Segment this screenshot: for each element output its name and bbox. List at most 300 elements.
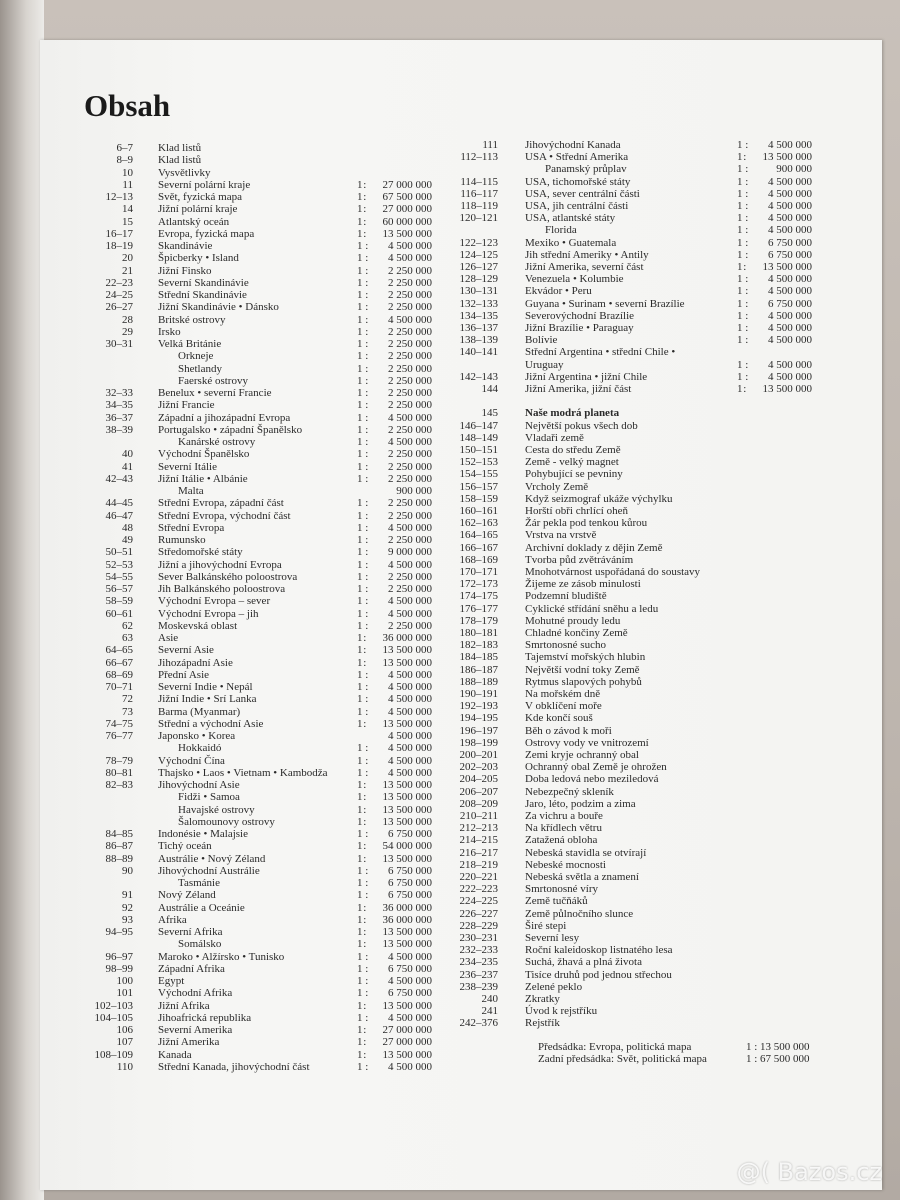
scale-prefix: 1 : xyxy=(357,423,369,436)
map-scale xyxy=(737,224,812,236)
map-scale xyxy=(357,681,432,693)
page-number: 91 xyxy=(122,889,133,902)
scale-prefix: 1 : xyxy=(357,521,369,534)
entry-title: Severní Itálie xyxy=(158,460,217,473)
map-scale xyxy=(357,987,432,999)
page-number: 49 xyxy=(122,534,133,546)
entry-title: Somálsko xyxy=(178,938,222,951)
page-number: 88–89 xyxy=(105,852,133,865)
page-number: 14 xyxy=(122,203,133,216)
scale-prefix: 1 : xyxy=(357,742,369,755)
page-number: 198–199 xyxy=(459,736,498,749)
page-number: 234–235 xyxy=(459,956,498,969)
endpaper-scale: 1 : 67 500 000 xyxy=(746,1053,810,1065)
map-scale xyxy=(357,216,432,228)
entry-title: Severní Afrika xyxy=(158,926,223,938)
scale-value: 4 500 000 xyxy=(388,411,432,424)
map-scale xyxy=(357,914,432,926)
entry-title: Severní polární kraje xyxy=(158,178,251,191)
map-scale xyxy=(357,485,432,497)
map-scale xyxy=(357,938,432,950)
scale-value: 4 500 000 xyxy=(388,313,432,326)
scale-value: 36 000 000 xyxy=(382,632,432,644)
entry-title: Cesta do středu Země xyxy=(525,444,621,456)
entry-title: Japonsko • Korea xyxy=(158,730,236,742)
scale-value: 27 000 000 xyxy=(382,178,432,191)
map-scale xyxy=(737,176,812,188)
page-number: 192–193 xyxy=(459,700,498,713)
entry-title: Svět, fyzická mapa xyxy=(158,191,242,203)
scale-value: 2 250 000 xyxy=(388,448,432,461)
page-number: 15 xyxy=(122,215,133,228)
scale-prefix: 1 : xyxy=(357,240,369,252)
entry-title: Západní Afrika xyxy=(158,962,225,975)
page-number: 108–109 xyxy=(94,1048,133,1061)
scale-prefix: 1 : xyxy=(357,1036,366,1049)
scale-prefix: 1 : xyxy=(357,693,369,706)
scale-value: 13 500 000 xyxy=(762,383,812,395)
scale-prefix: 1 : xyxy=(357,570,369,583)
entry-title: Velká Británie xyxy=(158,338,222,350)
scale-prefix: 1 : xyxy=(357,289,369,301)
map-scale xyxy=(357,571,432,583)
scale-value: 4 500 000 xyxy=(388,595,432,608)
scale-prefix: 1 : xyxy=(357,558,369,571)
scale-value: 4 500 000 xyxy=(388,521,432,534)
scale-value: 4 500 000 xyxy=(388,730,432,742)
scale-prefix: 1 : xyxy=(357,877,369,889)
page-number: 226–227 xyxy=(459,907,498,920)
map-scale xyxy=(357,926,432,938)
map-scale xyxy=(357,975,432,987)
scale-prefix: 1 : xyxy=(357,595,369,608)
entry-title: Země tučňáků xyxy=(525,895,588,908)
map-scale xyxy=(357,314,432,326)
entry-title: Cyklické střídání sněhu a ledu xyxy=(525,602,659,615)
entry-title: Střední Evropa xyxy=(158,521,225,534)
entry-title: Severní Skandinávie xyxy=(158,276,249,289)
page-number: 224–225 xyxy=(459,895,498,908)
page-number: 80–81 xyxy=(105,766,133,779)
scale-prefix: 1 : xyxy=(357,901,366,914)
entry-title: Nový Zéland xyxy=(158,889,216,902)
page-number: 186–187 xyxy=(459,663,498,676)
scale-prefix: 1 : xyxy=(357,656,366,669)
page-number: 18–19 xyxy=(105,240,133,252)
page-number: 228–229 xyxy=(459,919,498,932)
page-number: 176–177 xyxy=(459,602,498,615)
scale-prefix: 1 : xyxy=(357,840,366,853)
entry-title: Tajemství mořských hlubin xyxy=(525,651,646,664)
scale-prefix: 1 : xyxy=(357,1048,366,1061)
map-scale xyxy=(357,399,432,411)
entry-title: Jižní Itálie • Albánie xyxy=(158,472,248,485)
scale-value: 2 250 000 xyxy=(388,570,432,583)
scale-value: 900 000 xyxy=(776,163,812,176)
scale-value: 4 500 000 xyxy=(388,607,432,620)
page-number: 24–25 xyxy=(105,289,133,301)
scale-prefix: 1 : xyxy=(357,1060,369,1073)
endpaper-label: Zadní předsádka: xyxy=(538,1053,615,1065)
page-number: 41 xyxy=(122,460,133,473)
entry-title: Jižní Finsko xyxy=(158,264,212,277)
entry-title: Severní Amerika xyxy=(158,1024,233,1036)
entry-title: Nebezpečný skleník xyxy=(525,785,614,798)
scale-value: 6 750 000 xyxy=(388,962,432,975)
scale-prefix: 1 : xyxy=(357,350,369,363)
scale-prefix: 1 : xyxy=(357,215,366,228)
page-number: 92 xyxy=(122,901,133,914)
scale-value: 2 250 000 xyxy=(388,460,432,473)
map-scale xyxy=(737,310,812,322)
map-scale xyxy=(357,363,432,375)
map-scale xyxy=(737,322,812,334)
map-scale xyxy=(357,877,432,889)
scale-value: 13 500 000 xyxy=(762,261,812,273)
entry-title: Faerské ostrovy xyxy=(178,374,248,387)
page-number: 46–47 xyxy=(105,509,133,522)
entry-title: Indonésie • Malajsie xyxy=(158,828,248,840)
entry-title: Rejstřík xyxy=(525,1017,560,1030)
entry-title: Skandinávie xyxy=(158,240,213,252)
page-number: 172–173 xyxy=(459,578,498,591)
entry-title: Ochranný obal Země je ohrožen xyxy=(525,761,667,774)
page-number: 40 xyxy=(122,448,133,461)
entry-title: Roční kaleidoskop listnatého lesa xyxy=(525,944,673,957)
scale-prefix: 1 : xyxy=(357,987,369,1000)
page-number: 16–17 xyxy=(105,227,133,240)
entry-title: V obklíčení moře xyxy=(525,700,602,713)
page-number: 68–69 xyxy=(105,668,133,681)
scale-prefix: 1 : xyxy=(737,297,749,310)
entry-title: USA • Střední Amerika xyxy=(525,151,629,164)
map-scale xyxy=(357,963,432,975)
scale-prefix: 1 : xyxy=(357,864,369,877)
map-scale xyxy=(357,252,432,264)
map-scale xyxy=(357,473,432,485)
scale-value: 4 500 000 xyxy=(768,370,812,383)
scale-value: 2 250 000 xyxy=(388,534,432,546)
endpaper-back xyxy=(538,1053,810,1065)
scale-prefix: 1 : xyxy=(357,1011,369,1024)
scale-value: 13 500 000 xyxy=(382,791,432,804)
page-number: 73 xyxy=(122,705,133,718)
map-scale xyxy=(357,559,432,571)
scale-value: 4 500 000 xyxy=(768,224,812,237)
scale-value: 2 250 000 xyxy=(388,264,432,277)
scale-prefix: 1 : xyxy=(357,191,366,203)
page-number: 146–147 xyxy=(459,419,498,432)
map-scale xyxy=(357,277,432,289)
scale-prefix: 1 : xyxy=(357,766,369,779)
entry-title: Malta xyxy=(178,485,204,497)
scale-prefix: 1 : xyxy=(357,668,369,681)
page-number: 132–133 xyxy=(459,297,498,310)
scale-value: 13 500 000 xyxy=(382,926,432,938)
scale-prefix: 1 : xyxy=(357,926,366,938)
page-number: 96–97 xyxy=(105,950,133,963)
map-scale xyxy=(357,228,432,240)
page-number: 64–65 xyxy=(105,644,133,657)
scale-prefix: 1 : xyxy=(737,224,749,237)
entry-title: Nebeská stavidla se otvírají xyxy=(525,846,647,859)
scale-prefix: 1 : xyxy=(357,436,369,448)
scale-value: 13 500 000 xyxy=(382,938,432,951)
entry-title: Mohutné proudy ledu xyxy=(525,614,621,627)
entry-title: Ostrovy vody ve vnitrozemí xyxy=(525,736,649,749)
page-number: 148–149 xyxy=(459,431,498,444)
endpaper-title: Evropa, politická mapa xyxy=(589,1041,692,1053)
entry-title: Orkneje xyxy=(178,350,214,363)
scale-prefix: 1 : xyxy=(357,754,369,767)
entry-title: Vrcholy Země xyxy=(525,480,589,493)
page-number: 36–37 xyxy=(105,411,133,424)
scale-prefix: 1 : xyxy=(737,163,749,176)
entry-title: Zatažená obloha xyxy=(525,834,598,847)
scale-value: 6 750 000 xyxy=(388,877,432,889)
entry-title: Kanada xyxy=(158,1048,192,1061)
page-number: 145 xyxy=(481,407,498,420)
scale-value: 13 500 000 xyxy=(382,1048,432,1061)
entry-title: Vladaři země xyxy=(525,431,584,444)
map-scale xyxy=(357,608,432,620)
page-number: 152–153 xyxy=(459,456,498,469)
map-scale xyxy=(357,718,432,730)
entry-title: Bolívie xyxy=(525,334,558,347)
page-number: 154–155 xyxy=(459,468,498,481)
entry-title: Střední a východní Asie xyxy=(158,717,264,730)
endpaper-scale: 1 : 13 500 000 xyxy=(746,1041,810,1053)
map-scale xyxy=(357,779,432,791)
scale-value: 2 250 000 xyxy=(388,387,432,399)
entry-title: Jižní Amerika, severní část xyxy=(525,261,644,273)
map-scale xyxy=(357,326,432,338)
scale-value: 27 000 000 xyxy=(382,1024,432,1036)
page-number: 232–233 xyxy=(459,944,498,957)
entry-title: Východní Španělsko xyxy=(158,448,250,461)
scale-prefix: 1 : xyxy=(357,717,366,730)
map-scale xyxy=(737,237,812,249)
scale-value: 4 500 000 xyxy=(768,175,812,188)
entry-title: Mexiko • Guatemala xyxy=(525,236,617,249)
page-number: 82–83 xyxy=(105,779,133,791)
entry-title: Žár pekla pod tenkou kůrou xyxy=(525,517,648,530)
scale-value: 67 500 000 xyxy=(382,191,432,203)
page-number: 11 xyxy=(122,178,133,191)
page-number: 134–135 xyxy=(459,309,498,322)
entry-title: Jižní Amerika xyxy=(158,1036,220,1049)
page-number: 126–127 xyxy=(459,261,498,273)
scale-prefix: 1 : xyxy=(357,534,369,546)
entry-title: Austrálie a Oceánie xyxy=(158,901,245,914)
scale-prefix: 1 : xyxy=(357,583,369,595)
map-scale xyxy=(737,212,812,224)
page-number: 160–161 xyxy=(459,505,498,517)
scale-prefix: 1 : xyxy=(357,387,369,399)
scale-prefix: 1 : xyxy=(357,644,366,657)
page-number: 240 xyxy=(481,993,498,1005)
scale-prefix: 1 : xyxy=(357,276,369,289)
page-number: 72 xyxy=(122,693,133,706)
scale-prefix: 1 : xyxy=(737,273,749,286)
entry-title: Tisíce druhů pod jednou střechou xyxy=(525,968,672,981)
entry-title: Uruguay xyxy=(525,358,564,371)
page-number: 76–77 xyxy=(105,730,133,742)
page-number: 222–223 xyxy=(459,883,498,896)
scale-prefix: 1 : xyxy=(357,999,366,1012)
page-number: 100 xyxy=(116,975,133,987)
page-number: 208–209 xyxy=(459,797,498,810)
entry-title: Barma (Myanmar) xyxy=(158,705,241,718)
endpaper-title: Svět, politická mapa xyxy=(616,1053,707,1065)
page-number: 130–131 xyxy=(459,285,498,298)
map-scale xyxy=(357,902,432,914)
scale-value: 36 000 000 xyxy=(382,913,432,926)
scale-prefix: 1 : xyxy=(357,705,369,718)
page-number: 28 xyxy=(122,313,133,326)
entry-title: USA, sever centrální části xyxy=(525,187,640,200)
scale-prefix: 1 : xyxy=(737,322,749,334)
page-number: 86–87 xyxy=(105,840,133,853)
map-scale xyxy=(357,375,432,387)
map-scale xyxy=(357,350,432,362)
page-number: 204–205 xyxy=(459,773,498,786)
map-scale xyxy=(737,273,812,285)
entry-title: Smrtonosné sucho xyxy=(525,639,606,652)
scale-value: 4 500 000 xyxy=(768,200,812,212)
map-scale xyxy=(357,644,432,656)
scale-prefix: 1 : xyxy=(357,399,369,412)
entry-title: USA, tichomořské státy xyxy=(525,175,631,188)
map-scale xyxy=(357,840,432,852)
page-number: 70–71 xyxy=(105,681,133,693)
page-number: 58–59 xyxy=(105,595,133,608)
entry-title: Vrstva na vrstvě xyxy=(525,529,597,542)
page-number: 93 xyxy=(122,913,133,926)
entry-title: Smrtonosné víry xyxy=(525,883,599,896)
page-number: 20 xyxy=(122,252,133,265)
entry-title: Mnohotvárnost uspořádaná do soustavy xyxy=(525,566,701,578)
entry-title: Fidži • Samoa xyxy=(178,791,240,804)
page-number: 50–51 xyxy=(105,546,133,559)
scale-prefix: 1 : xyxy=(737,309,749,322)
map-scale xyxy=(357,865,432,877)
scale-value: 4 500 000 xyxy=(388,681,432,693)
map-scale xyxy=(357,301,432,313)
scale-prefix: 1 : xyxy=(357,313,369,326)
scale-prefix: 1 : xyxy=(737,236,749,249)
scale-value: 2 250 000 xyxy=(388,583,432,595)
page-number: 166–167 xyxy=(459,541,498,554)
scale-value: 13 500 000 xyxy=(382,852,432,865)
scale-value: 2 250 000 xyxy=(388,350,432,363)
scale-value: 4 500 000 xyxy=(768,285,812,298)
scale-prefix: 1 : xyxy=(357,338,369,350)
entry-title: USA, atlantské státy xyxy=(525,212,616,225)
entry-title: Za vichru a bouře xyxy=(525,810,603,822)
entry-title: Když seizmograf ukáže výchylku xyxy=(525,492,673,505)
scale-prefix: 1 : xyxy=(737,285,749,298)
scale-prefix: 1 : xyxy=(357,252,369,265)
map-scale xyxy=(357,546,432,558)
map-scale xyxy=(357,338,432,350)
map-scale xyxy=(357,387,432,399)
scale-prefix: 1 : xyxy=(737,334,749,347)
page-number: 34–35 xyxy=(105,399,133,412)
entry-title: Ekvádor • Peru xyxy=(525,285,592,298)
page-number: 236–237 xyxy=(459,968,498,981)
scale-prefix: 1 : xyxy=(357,962,369,975)
scale-value: 27 000 000 xyxy=(382,1036,432,1049)
entry-title: Jižní Afrika xyxy=(158,999,210,1012)
entry-title: Klad listů xyxy=(158,142,202,154)
page-number: 42–43 xyxy=(105,472,133,485)
page-number: 30–31 xyxy=(105,338,133,350)
map-scale xyxy=(357,706,432,718)
scale-prefix: 1 : xyxy=(737,383,746,395)
entry-title: Nebeské mocnosti xyxy=(525,858,606,871)
page-number: 214–215 xyxy=(459,834,498,847)
entry-title: Jižní Argentina • jižní Chile xyxy=(525,370,648,383)
scale-value: 2 250 000 xyxy=(388,374,432,387)
map-scale xyxy=(357,1036,432,1048)
scale-prefix: 1 : xyxy=(357,460,369,473)
map-scale xyxy=(357,203,432,215)
scale-value: 13 500 000 xyxy=(382,779,432,791)
map-scale xyxy=(357,534,432,546)
scale-prefix: 1 : xyxy=(357,632,366,644)
entry-title: Nebeská světla a znamení xyxy=(525,871,639,883)
scale-prefix: 1 : xyxy=(737,261,746,273)
page-number: 44–45 xyxy=(105,497,133,510)
page-number: 74–75 xyxy=(105,717,133,730)
entry-title: Zemi kryje ochranný obal xyxy=(525,749,639,761)
scale-value: 13 500 000 xyxy=(762,151,812,164)
map-scale xyxy=(357,461,432,473)
page-number: 84–85 xyxy=(105,828,133,840)
scale-prefix: 1 : xyxy=(357,227,366,240)
page-number: 94–95 xyxy=(105,926,133,938)
page-number: 62 xyxy=(122,619,133,632)
map-scale xyxy=(737,200,812,212)
map-scale xyxy=(737,298,812,310)
map-scale xyxy=(357,853,432,865)
page-number: 144 xyxy=(481,383,498,395)
scale-value: 900 000 xyxy=(396,485,432,497)
entry-title: Florida xyxy=(545,224,577,237)
entry-title: Rumunsko xyxy=(158,534,206,546)
scale-value: 4 500 000 xyxy=(388,240,432,252)
page-number: 212–213 xyxy=(459,822,498,835)
entry-title: Afrika xyxy=(158,913,187,926)
scale-prefix: 1 : xyxy=(357,938,366,951)
scale-prefix: 1 : xyxy=(737,212,749,225)
page-number: 242–376 xyxy=(459,1017,498,1030)
map-scale xyxy=(357,522,432,534)
page-number: 136–137 xyxy=(459,322,498,334)
map-scale xyxy=(357,497,432,509)
scale-value: 6 750 000 xyxy=(768,236,812,249)
entry-title: Egypt xyxy=(158,975,185,987)
entry-title: Severovýchodní Brazílie xyxy=(525,309,635,322)
entry-title: Chladné končiny Země xyxy=(525,627,628,639)
scale-value: 2 250 000 xyxy=(388,497,432,510)
map-scale xyxy=(357,767,432,779)
entry-title: Jaro, léto, podzim a zima xyxy=(525,797,636,810)
map-scale xyxy=(357,191,432,203)
page-number: 188–189 xyxy=(459,675,498,688)
entry-title: Střední Kanada, jihovýchodní část xyxy=(158,1060,310,1073)
